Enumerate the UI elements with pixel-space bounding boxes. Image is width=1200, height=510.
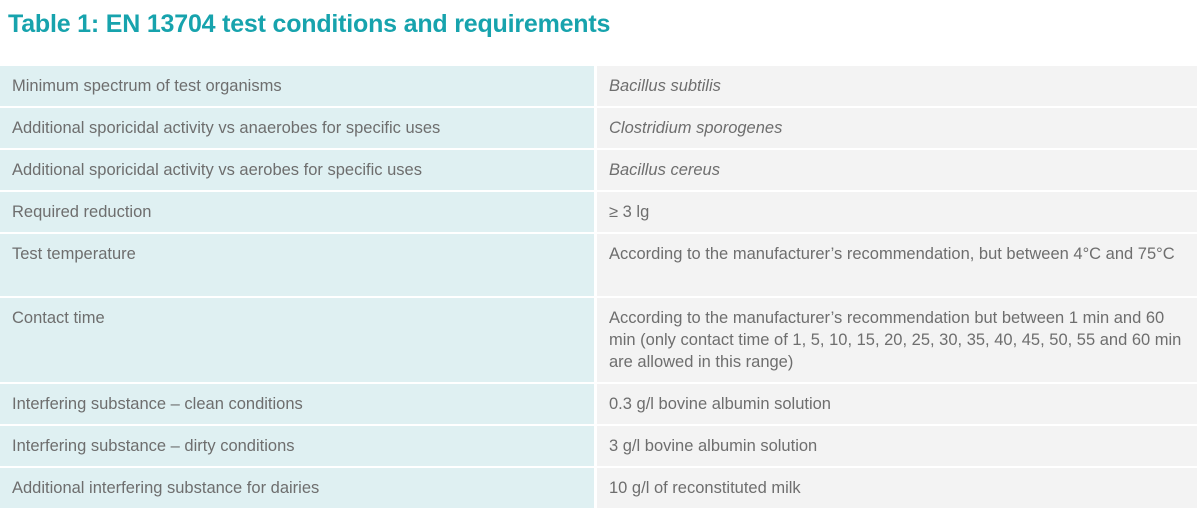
table-row (0, 426, 1197, 468)
row-label: Required reduction (0, 192, 597, 234)
row-label: Additional sporicidal activity vs anaerobes for specific uses (0, 108, 597, 150)
row-label: Test temperature (0, 234, 597, 298)
row-label: Additional sporicidal activity vs aerobes for specific uses (0, 150, 597, 192)
row-value: ≥ 3 lg (597, 192, 1197, 234)
table-row (0, 298, 1197, 384)
row-value: 3 g/l bovine albumin solution (597, 426, 1197, 468)
row-value: 0.3 g/l bovine albumin solution (597, 384, 1197, 426)
row-label: Contact time (0, 298, 597, 384)
row-value: According to the manufacturer’s recommendation but between 1 min and 60 min (only contact time of 1, 5, 10, 15, 20, 25, 30, 35, 40, 45, 50, 55 and 60 min are allowed in this range) (597, 298, 1197, 384)
row-value: Bacillus subtilis (597, 66, 1197, 108)
table-title: Table 1: EN 13704 test conditions and requirements (8, 10, 611, 38)
row-label: Additional interfering substance for dairies (0, 468, 597, 510)
row-label: Interfering substance – clean conditions (0, 384, 597, 426)
row-value: Clostridium sporogenes (597, 108, 1197, 150)
table-row (0, 108, 1197, 150)
table-row (0, 66, 1197, 108)
table-row (0, 468, 1197, 510)
row-value: According to the manufacturer’s recommendation, but between 4°C and 75°C (597, 234, 1197, 298)
requirements-table (0, 66, 1197, 510)
row-label: Minimum spectrum of test organisms (0, 66, 597, 108)
table-row (0, 384, 1197, 426)
table-row (0, 192, 1197, 234)
table-row (0, 234, 1197, 298)
table-row (0, 150, 1197, 192)
row-value: 10 g/l of reconstituted milk (597, 468, 1197, 510)
row-label: Interfering substance – dirty conditions (0, 426, 597, 468)
row-value: Bacillus cereus (597, 150, 1197, 192)
